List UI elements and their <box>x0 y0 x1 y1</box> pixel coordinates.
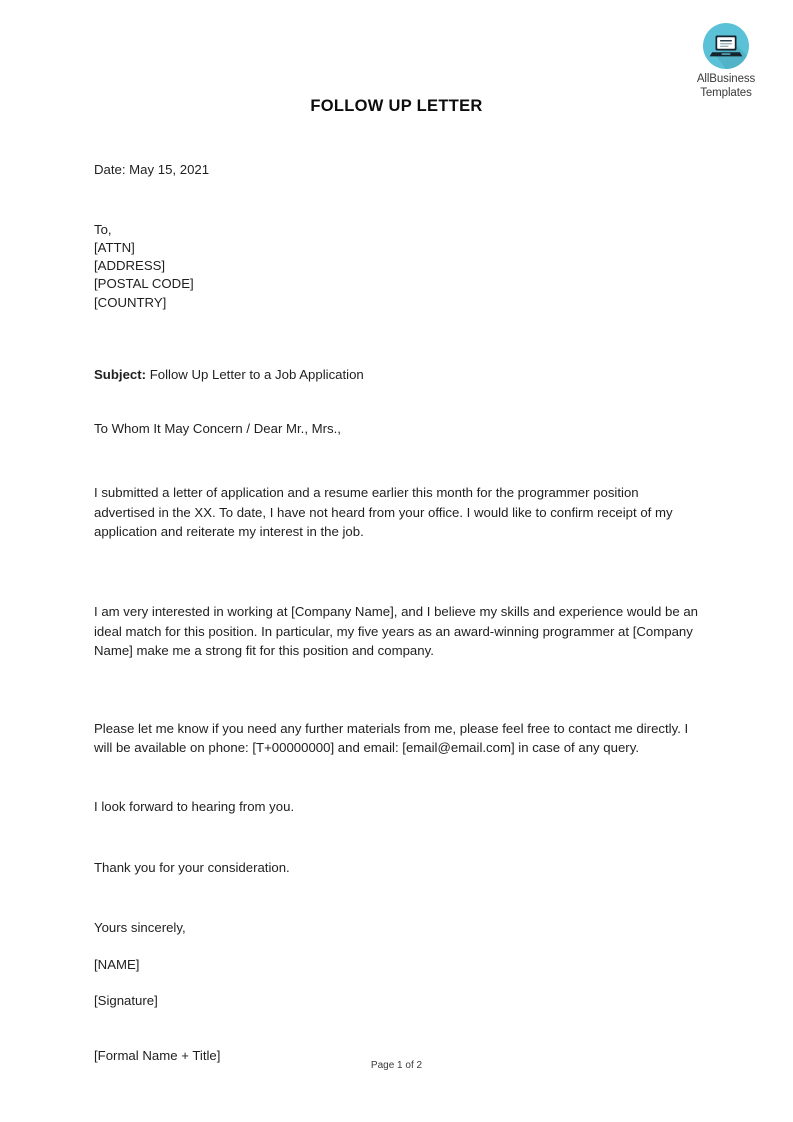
letter-body <box>94 160 702 1066</box>
body-paragraph: Thank you for your consideration. <box>94 859 290 875</box>
body-paragraph: Please let me know if you need any further materials from me, please feel free to contact me directly. I will be available on phone: [T+00000000] and email: [email@email.com] in case of any query. <box>94 720 689 756</box>
body-paragraph: I look forward to hearing from you. <box>94 799 295 815</box>
laptop-icon <box>702 22 750 70</box>
page-title: FOLLOW UP LETTER <box>310 97 483 115</box>
address-line: [POSTAL CODE] <box>94 276 194 292</box>
body-paragraph: I am very interested in working at [Company Name], and I believe my skills and experience would be an ideal match for this position. In particular, my five years as an award-winning programmer at [Company Name] make me a strong fit for this position and company. <box>94 604 698 659</box>
subject-line <box>94 365 702 385</box>
logo-text-line1: AllBusiness <box>696 73 756 85</box>
closing-line: Yours sincerely, <box>94 920 186 936</box>
logo-text-line2: Templates <box>700 86 752 99</box>
address-line: [ATTN] <box>94 239 135 255</box>
page-footer: Page 1 of 2 <box>370 1060 423 1071</box>
date-line: Date: May 15, 2021 <box>94 162 210 177</box>
salutation: To Whom It May Concern / Dear Mr., Mrs., <box>94 420 341 436</box>
brand-logo <box>683 22 769 100</box>
signature-name: [NAME] <box>94 956 140 972</box>
address-line: [ADDRESS] <box>94 258 166 274</box>
recipient-address-block <box>94 221 702 312</box>
subject-value: Follow Up Letter to a Job Application <box>149 367 364 383</box>
formal-name-title: [Formal Name + Title] <box>94 1047 221 1063</box>
subject-label: Subject: <box>94 367 147 383</box>
address-line: [COUNTRY] <box>94 294 167 310</box>
signature-placeholder: [Signature] <box>94 993 158 1009</box>
address-line: To, <box>94 221 112 237</box>
body-paragraph: I submitted a letter of application and a resume earlier this month for the programmer position advertised in the XX. To date, I have not heard from your office. I would like to confirm receipt of my application and reiterate my interest in the job. <box>94 485 673 540</box>
